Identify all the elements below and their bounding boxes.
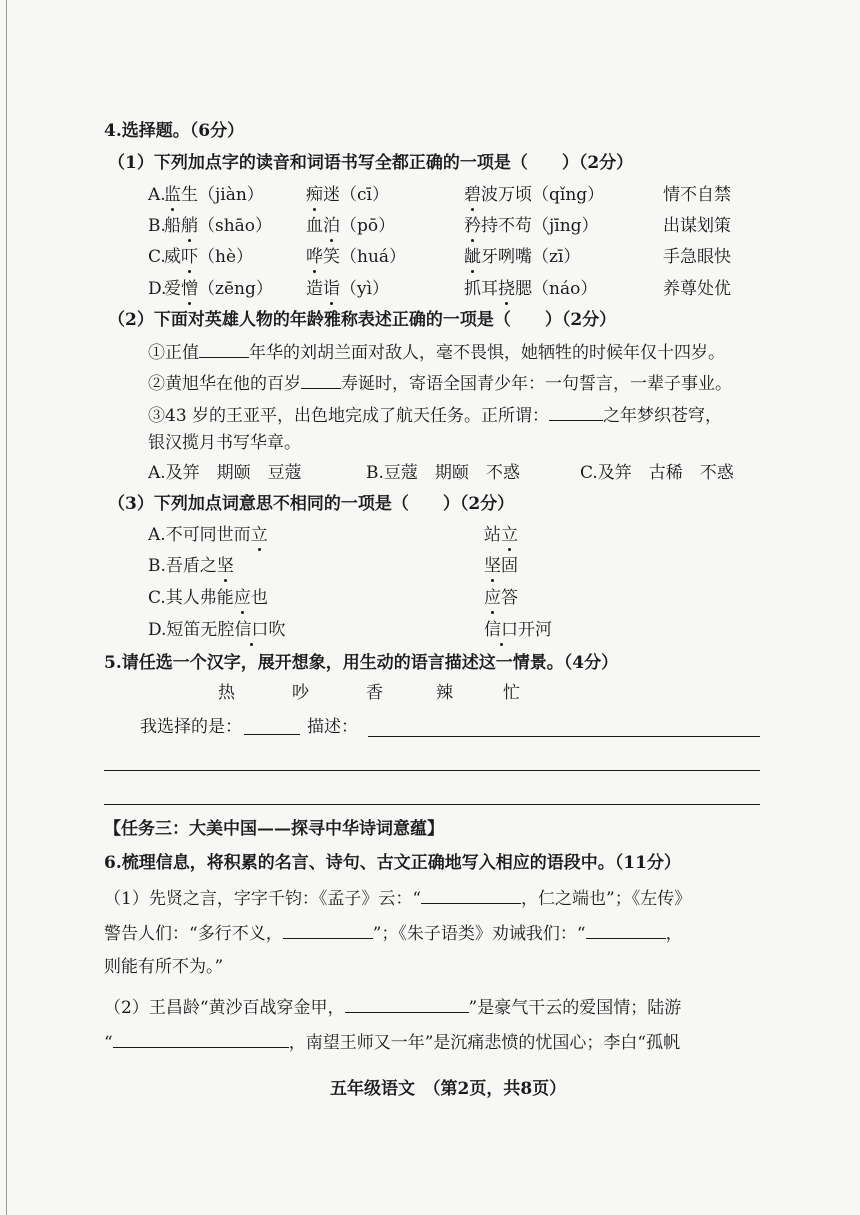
q4-1-stem: （1）下列加点字的读音和词语书写全都正确的一项是（ ）（2分）: [108, 153, 634, 173]
answer-blank[interactable]: [421, 887, 521, 904]
q4-1-word-2: 血泊（pō）: [306, 216, 396, 236]
emphasis-dot-char: 应: [233, 588, 251, 608]
emphasis-dot-char: 龇: [464, 247, 481, 267]
emphasis-dot-char: 挠: [498, 279, 515, 299]
q6-p4: （2）王昌龄“黄沙百战穿金甲， ”是豪气干云的爱国情；陆游: [104, 998, 682, 1018]
answer-blank[interactable]: [301, 372, 341, 389]
q4-1-word-2: 痴迷（cī）: [306, 185, 389, 205]
q4-3-right-item: 坚固: [484, 556, 518, 576]
emphasis-dot-char: 监: [164, 185, 181, 205]
q4-3-left-item: C.其人弗能应也: [148, 588, 268, 608]
emphasis-dot-char: 艄: [181, 216, 198, 236]
q4-title: 4.选择题。（6分）: [104, 121, 245, 141]
q5-char-2: 吵: [292, 683, 309, 703]
q4-1-word-4: 出谋划策: [663, 216, 731, 236]
q4-1-word-4: 养尊处优: [663, 279, 731, 299]
q4-3-right-item: 应答: [484, 588, 518, 608]
q4-1-word-1: 威吓（hè）: [164, 247, 254, 267]
q4-1-word-1: 监生（jiàn）: [164, 185, 264, 205]
emphasis-dot-char: 应: [484, 588, 501, 608]
q4-1-word-4: 手急眼快: [663, 247, 731, 267]
emphasis-dot-char: 痴: [306, 185, 323, 205]
emphasis-dot-char: 碧: [464, 185, 481, 205]
emphasis-dot-char: 立: [250, 525, 268, 545]
q6-p5: “ ，南望王师又一年”是沉痛悲愤的忧国心；李白“孤帆: [104, 1033, 681, 1053]
q4-3-right-item: 信口开河: [484, 620, 552, 640]
q5-answer-line-3[interactable]: [104, 804, 760, 805]
emphasis-dot-char: 哗: [306, 247, 323, 267]
q4-2-line1: ①正值 年华的刘胡兰面对敌人，毫不畏惧，她牺牲的时候年仅十四岁。: [148, 343, 725, 363]
q6-p3: 则能有所不为。”: [104, 957, 224, 977]
q5-answer-line-2[interactable]: [104, 770, 760, 771]
page-footer: 五年级语文 （第2页，共8页）: [330, 1079, 567, 1099]
q4-2-line4: 银汉揽月书写华章。: [148, 433, 301, 453]
q4-1-word-3: 碧波万顷（qǐng）: [464, 185, 605, 205]
q4-1-option-letter: C.: [148, 247, 166, 267]
q4-2-line2: ②黄旭华在他的百岁 寿诞时，寄语全国青少年：一句誓言，一辈子事业。: [148, 374, 732, 394]
q5-char-4: 辣: [436, 683, 453, 703]
q6-title: 6.梳理信息，将积累的名言、诗句、古文正确地写入相应的语段中。（11分）: [104, 853, 681, 873]
q4-2-stem: （2）下面对英雄人物的年龄雅称表述正确的一项是（ ）（2分）: [108, 310, 617, 330]
q4-2-line3: ③43 岁的王亚平，出色地完成了航天任务。正所谓： 之年梦织苍穹，: [148, 406, 723, 426]
q5-char-3: 香: [366, 683, 383, 703]
q5-title: 5.请任选一个汉字，展开想象，用生动的语言描述这一情景。（4分）: [104, 653, 619, 673]
q4-1-word-1: 船艄（shāo）: [164, 216, 273, 236]
q5-choose-label: 我选择的是：: [140, 717, 242, 737]
emphasis-dot-char: 信口: [234, 620, 269, 640]
q4-1-word-2: 哗笑（huá）: [306, 247, 407, 267]
emphasis-dot-char: 泊: [323, 216, 340, 236]
q5-choice-blank[interactable]: [244, 718, 300, 735]
q5-char-5: 忙: [503, 683, 520, 703]
emphasis-dot-char: 诣: [323, 279, 340, 299]
q4-1-word-3: 矜持不苟（jīng）: [464, 216, 599, 236]
q5-desc-label: 描述：: [307, 717, 358, 737]
q5-char-1: 热: [218, 683, 235, 703]
emphasis-dot-char: 吓: [181, 247, 198, 267]
q4-1-word-4: 情不自禁: [663, 185, 731, 205]
emphasis-dot-char: 信口: [484, 620, 518, 640]
q4-3-stem: （3）下列加点词意思不相同的一项是（ ）（2分）: [108, 494, 515, 514]
task3-header: 【任务三：大美中国——探寻中华诗词意蕴】: [104, 819, 444, 839]
q4-1-option-letter: A.: [148, 185, 166, 205]
q6-p2: 警告人们：“多行不义， ”；《朱子语类》劝诫我们：“ ，: [104, 924, 683, 944]
q4-1-word-3: 抓耳挠腮（náo）: [464, 279, 598, 299]
q4-2-option-a: A.及笄 期颐 豆蔻: [148, 463, 302, 483]
emphasis-dot-char: 立: [501, 525, 518, 545]
q5-answer-line-1[interactable]: [368, 736, 760, 737]
q4-1-option-letter: D.: [148, 279, 167, 299]
q4-3-left-item: A.不可同世而立: [148, 525, 268, 545]
q4-1-option-letter: B.: [148, 216, 166, 236]
emphasis-dot-char: 坚: [484, 556, 501, 576]
q6-p1: （1）先贤之言，字字千钧：《孟子》云：“ ，仁之端也”；《左传》: [104, 889, 692, 909]
answer-blank[interactable]: [113, 1031, 289, 1048]
emphasis-dot-char: 憎: [181, 279, 198, 299]
answer-blank[interactable]: [199, 341, 249, 358]
emphasis-dot-char: 坚: [216, 556, 234, 576]
answer-blank[interactable]: [345, 996, 469, 1013]
q4-1-word-1: 爱憎（zēng）: [164, 279, 273, 299]
answer-blank[interactable]: [586, 922, 666, 939]
q4-1-word-2: 造诣（yì）: [306, 279, 390, 299]
answer-blank[interactable]: [549, 404, 603, 421]
q4-2-option-c: C.及笄 古稀 不惑: [580, 463, 734, 483]
emphasis-dot-char: 矜: [464, 216, 481, 236]
q4-2-option-b: B.豆蔻 期颐 不惑: [366, 463, 520, 483]
q4-3-right-item: 站立: [484, 525, 518, 545]
q4-3-left-item: D.短笛无腔信口吹: [148, 620, 286, 640]
q4-1-word-3: 龇牙咧嘴（zī）: [464, 247, 581, 267]
answer-blank[interactable]: [283, 922, 373, 939]
q4-3-left-item: B.吾盾之坚: [148, 556, 234, 576]
